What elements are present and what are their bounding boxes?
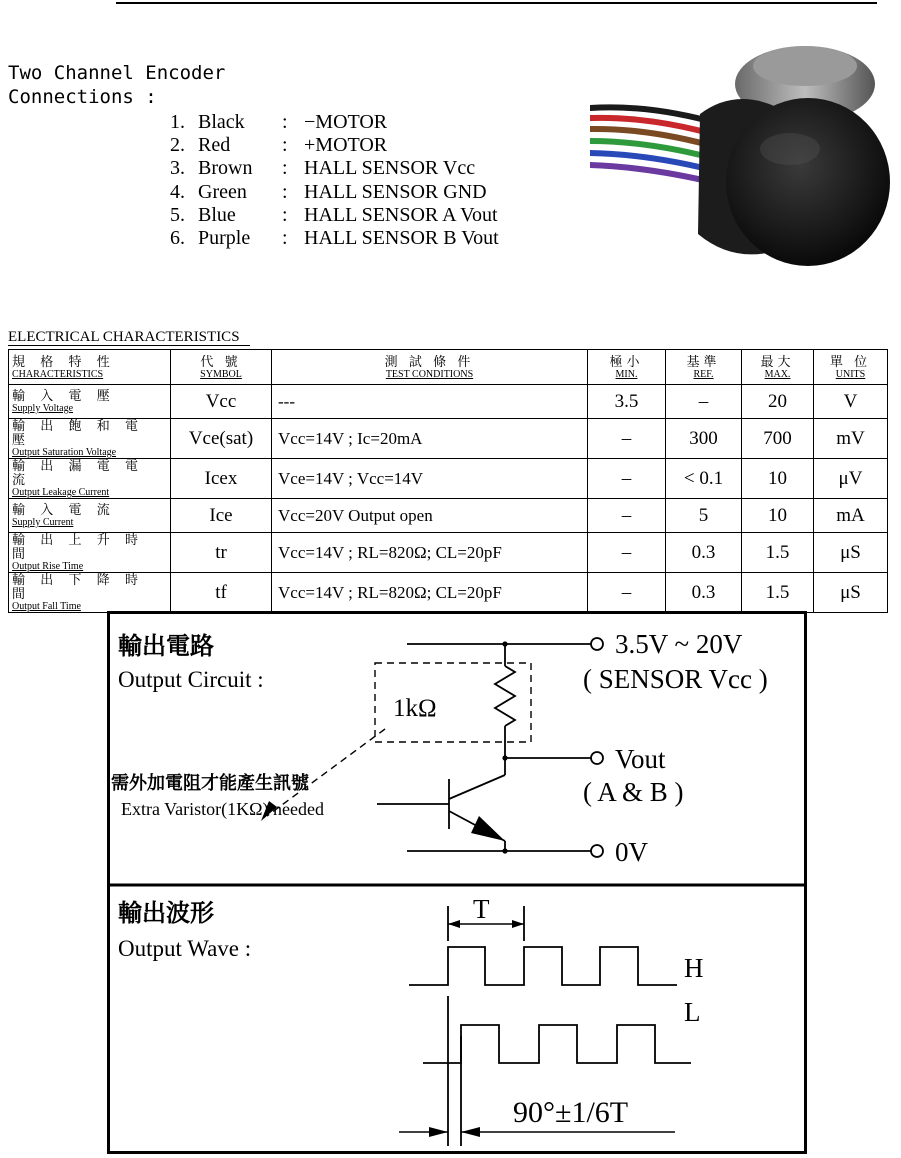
encoder-photo (590, 44, 900, 276)
row-characteristic: 輸 入 電 壓 Supply Voltage (9, 385, 171, 419)
table-row (9, 459, 888, 499)
note-en: Extra Varistor(1KΩ) needed (121, 799, 324, 819)
row-unit: μS (814, 533, 888, 573)
supply-label: 3.5V ~ 20V (615, 629, 743, 659)
supply-sublabel: ( SENSOR Vcc ) (583, 664, 768, 694)
circuit-title-en: Output Circuit : (118, 667, 264, 692)
header-test-conditions: 測 試 條 件 TEST CONDITIONS (272, 350, 588, 385)
phase-label: 90°±1/6T (513, 1096, 629, 1129)
row-characteristic: 輸 出 飽 和 電 壓 Output Saturation Voltage (9, 419, 171, 459)
vout-sublabel: ( A & B ) (583, 777, 684, 807)
row-condition: Vce=14V ; Vcc=14V (272, 459, 588, 499)
row-symbol: Icex (171, 459, 272, 499)
row-condition: Vcc=14V ; RL=820Ω; CL=20pF (272, 573, 588, 613)
high-label: H (684, 953, 704, 983)
spec-table (8, 349, 888, 613)
row-ref: 5 (666, 499, 742, 533)
row-unit: mV (814, 419, 888, 459)
encoder-cap (726, 98, 890, 266)
table-row (9, 385, 888, 419)
row-symbol: tr (171, 533, 272, 573)
row-symbol: Vce(sat) (171, 419, 272, 459)
row-max: 1.5 (742, 533, 814, 573)
circuit-title-zh: 輸出電路 (118, 634, 214, 660)
row-symbol: Ice (171, 499, 272, 533)
header-max: 最大 MAX. (742, 350, 814, 385)
row-ref: < 0.1 (666, 459, 742, 499)
header-characteristics: 規 格 特 性 CHARACTERISTICS (9, 350, 171, 385)
top-rule (116, 2, 877, 4)
table-row (9, 533, 888, 573)
row-min: 3.5 (588, 385, 666, 419)
wave-title-zh: 輸出波形 (118, 901, 214, 927)
row-ref: 300 (666, 419, 742, 459)
terminal-gnd-icon (591, 845, 603, 857)
header-ref: 基準 REF. (666, 350, 742, 385)
row-max: 10 (742, 459, 814, 499)
row-condition: Vcc=20V Output open (272, 499, 588, 533)
row-ref: 0.3 (666, 573, 742, 613)
note-zh: 需外加電阻才能產生訊號 (111, 773, 309, 793)
row-characteristic: 輸 出 下 降 時 間 Output Fall Time (9, 573, 171, 613)
row-characteristic: 輸 出 漏 電 電 流 Output Leakage Current (9, 459, 171, 499)
row-symbol: Vcc (171, 385, 272, 419)
terminal-vout-icon (591, 752, 603, 764)
low-label: L (684, 997, 701, 1027)
header-min: 極小 MIN. (588, 350, 666, 385)
row-min: – (588, 499, 666, 533)
row-characteristic: 輸 出 上 升 時 間 Output Rise Time (9, 533, 171, 573)
row-unit: mA (814, 499, 888, 533)
row-unit: μV (814, 459, 888, 499)
resistor-label: 1kΩ (393, 695, 437, 722)
header-symbol: 代 號 SYMBOL (171, 350, 272, 385)
terminal-vcc-icon (591, 638, 603, 650)
row-max: 20 (742, 385, 814, 419)
row-condition: Vcc=14V ; RL=820Ω; CL=20pF (272, 533, 588, 573)
row-ref: – (666, 385, 742, 419)
row-max: 1.5 (742, 573, 814, 613)
row-min: – (588, 533, 666, 573)
row-condition: --- (272, 385, 588, 419)
table-row (9, 419, 888, 459)
row-max: 700 (742, 419, 814, 459)
row-characteristic: 輸 入 電 流 Supply Current (9, 499, 171, 533)
encoder-title: Two Channel Encoder Connections : (8, 62, 226, 108)
row-ref: 0.3 (666, 533, 742, 573)
row-condition: Vcc=14V ; Ic=20mA (272, 419, 588, 459)
vout-label: Vout (615, 744, 666, 774)
row-min: – (588, 459, 666, 499)
spec-table-title: ELECTRICAL CHARACTERISTICS (8, 329, 250, 346)
row-max: 10 (742, 499, 814, 533)
row-unit: V (814, 385, 888, 419)
period-label: T (473, 894, 490, 924)
row-unit: μS (814, 573, 888, 613)
table-header-row (9, 350, 888, 385)
row-symbol: tf (171, 573, 272, 613)
wave-title-en: Output Wave : (118, 936, 252, 961)
row-min: – (588, 419, 666, 459)
table-row (9, 573, 888, 613)
output-diagram (107, 611, 807, 1154)
header-units: 單 位 UNITS (814, 350, 888, 385)
row-min: – (588, 573, 666, 613)
table-row (9, 499, 888, 533)
ground-label: 0V (615, 837, 648, 867)
